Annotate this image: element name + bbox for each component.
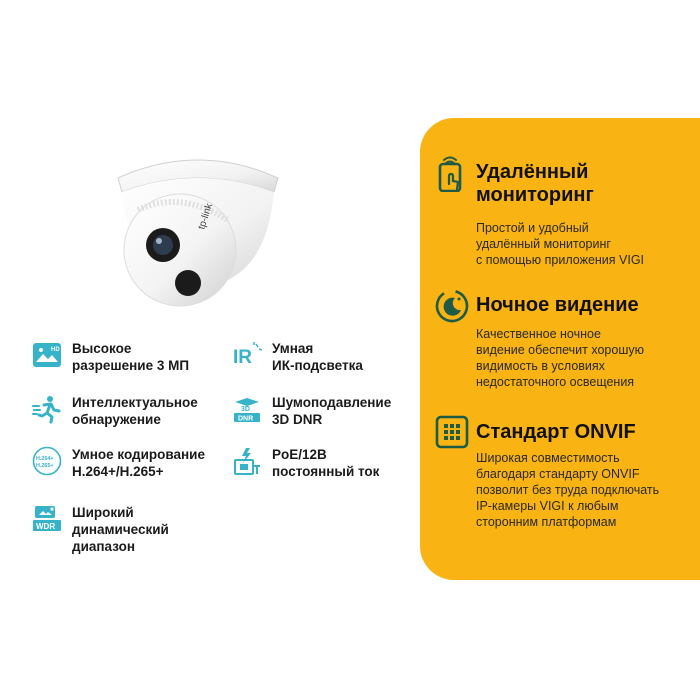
camera-brand-logo: tp-link — [196, 202, 216, 231]
feature-codec — [32, 446, 205, 480]
feature-codec-text: Умное кодирование H.264+/H.265+ — [72, 447, 205, 479]
hd-image-icon — [32, 340, 62, 370]
3d-dnr-icon — [232, 394, 262, 424]
ir-icon — [232, 340, 262, 370]
section-night-title: Ночное видение — [476, 294, 639, 316]
onvif-grid-icon — [434, 414, 470, 450]
feature-resolution — [32, 340, 189, 374]
wdr-icon — [32, 504, 62, 534]
feature-resolution-text: Высокое разрешение 3 МП — [72, 341, 190, 373]
svg-text:3D: 3D — [241, 406, 250, 413]
feature-wdr — [32, 504, 169, 555]
highlights-panel — [420, 118, 700, 580]
svg-text:DNR: DNR — [238, 415, 254, 423]
svg-text:H.264+: H.264+ — [36, 456, 54, 462]
section-remote-title: Удалённый мониторинг — [476, 161, 594, 206]
codec-icon — [32, 446, 62, 476]
section-night-desc: Качественное ночное видение обеспечит хорошую видимость в условиях недостаточного освещения — [476, 327, 644, 389]
feature-ir-text: Умная ИК-подсветка — [272, 341, 363, 373]
feature-detection — [32, 394, 198, 428]
night-moon-icon — [434, 288, 470, 324]
svg-text:WDR: WDR — [36, 522, 56, 531]
feature-ir — [232, 340, 363, 374]
section-onvif-desc: Широкая совместимость благодаря стандарту ONVIF позволит без труда подключать IP-камеры VIGI к любым сторонним платформам — [476, 451, 660, 529]
phone-remote-icon — [434, 156, 470, 192]
poe-icon — [232, 446, 262, 476]
section-remote-desc: Простой и удобный удалённый мониторинг с помощью приложения VIGI — [476, 221, 645, 267]
running-person-icon — [32, 394, 62, 424]
dome-camera-image — [108, 150, 288, 310]
feature-wdr-text: Широкий динамический диапазон — [72, 505, 169, 554]
feature-dnr-text: Шумоподавление 3D DNR — [272, 395, 392, 427]
svg-text:IR: IR — [233, 347, 252, 368]
feature-detection-text: Интеллектуальное обнаружение — [72, 395, 198, 427]
feature-dnr — [232, 394, 391, 428]
feature-poe-text: PoE/12В постоянный ток — [272, 447, 380, 479]
svg-text:H.265+: H.265+ — [36, 463, 54, 469]
svg-text:HD: HD — [51, 347, 60, 353]
section-onvif-title: Стандарт ONVIF — [476, 421, 636, 443]
feature-poe — [232, 446, 379, 480]
